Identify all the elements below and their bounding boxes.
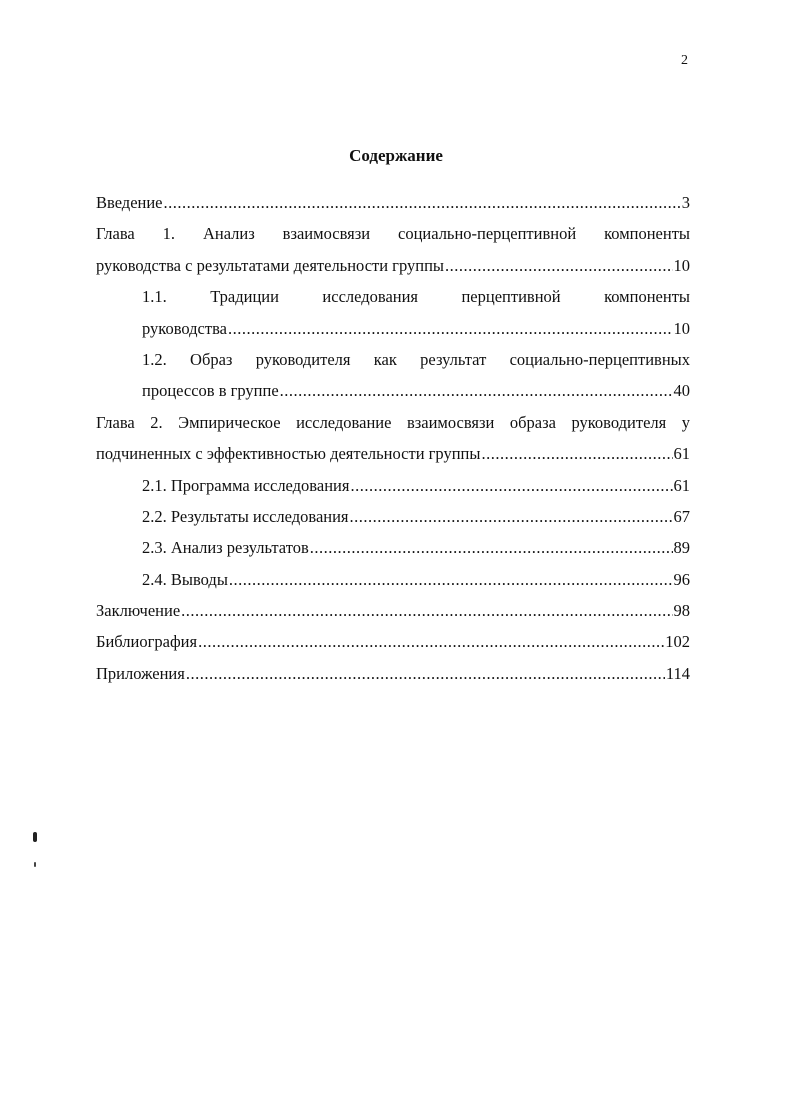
toc-entry-intro — [96, 187, 690, 218]
toc-entry-1-2 — [96, 375, 690, 406]
toc-entry-text: руководства — [142, 318, 227, 338]
dot-leader — [481, 438, 672, 469]
toc-page-number: 3 — [681, 193, 690, 212]
toc-page-number: 10 — [673, 255, 690, 275]
toc-entry-chapter1-line1: Глава 1. Анализ взаимосвязи социально-перцептивной компоненты — [96, 224, 690, 244]
toc-entry-text: процессов в группе — [142, 381, 279, 401]
toc-entry-1-2-line1: 1.2. Образ руководителя как результат социально-перцептивных — [142, 349, 690, 369]
dot-leader — [181, 595, 672, 626]
toc-entry-2-2 — [96, 501, 690, 532]
dot-leader — [350, 501, 673, 532]
dot-leader — [164, 187, 681, 218]
toc-entry-2-3 — [96, 532, 690, 563]
toc-entry-chapter1 — [96, 250, 690, 281]
dot-leader — [350, 470, 672, 501]
toc-entry-1-1-line1: 1.1. Традиции исследования перцептивной компоненты — [142, 287, 690, 307]
dot-leader — [198, 626, 664, 657]
toc-entry-text: Приложения — [96, 663, 185, 683]
toc-entry-chapter2-line1: Глава 2. Эмпирическое исследование взаимосвязи образа руководителя у — [96, 412, 690, 432]
toc-entry-text: 2.4. Выводы — [142, 569, 228, 589]
toc-entry-1-1 — [96, 313, 690, 344]
toc-page-number: 61 — [673, 475, 690, 495]
toc-entry-text: 2.2. Результаты исследования — [142, 506, 349, 526]
scan-speck — [34, 862, 36, 867]
dot-leader — [229, 564, 673, 595]
toc-page-number: 10 — [673, 318, 690, 338]
toc-page-number: 67 — [673, 506, 690, 526]
toc-entry-text: Введение — [96, 193, 163, 212]
scan-speck — [33, 832, 37, 842]
toc-entry-text: руководства с результатами деятельности группы — [96, 255, 444, 275]
toc-entry-text: подчиненных с эффективностью деятельности группы — [96, 444, 481, 464]
toc-page-number: 96 — [673, 569, 690, 589]
page-number: 2 — [681, 53, 688, 68]
toc-entry-text: 2.3. Анализ результатов — [142, 538, 309, 558]
dot-leader — [186, 658, 665, 689]
dot-leader — [445, 250, 673, 281]
toc-entry-conclusion — [96, 595, 690, 626]
toc-entry-2-4 — [96, 564, 690, 595]
toc-page-number: 89 — [673, 538, 690, 558]
toc-entry-2-1 — [96, 470, 690, 501]
dot-leader — [280, 375, 673, 406]
toc-entry-bibliography — [96, 626, 690, 657]
dot-leader — [310, 532, 673, 563]
toc-page-number: 114 — [665, 663, 690, 683]
dot-leader — [228, 313, 673, 344]
toc-entry-text: Библиография — [96, 632, 198, 652]
toc-entry-text: Заключение — [96, 601, 181, 621]
toc-page-number: 61 — [673, 444, 690, 464]
toc-page-number: 98 — [673, 601, 690, 621]
toc-page-number: 40 — [673, 381, 690, 401]
page-title: Содержание — [349, 146, 443, 165]
toc-entry-chapter2 — [96, 438, 690, 469]
toc-page-number: 102 — [665, 632, 690, 652]
toc-entry-text: 2.1. Программа исследования — [142, 475, 350, 495]
table-of-contents — [96, 187, 690, 689]
toc-entry-appendix — [96, 658, 690, 689]
